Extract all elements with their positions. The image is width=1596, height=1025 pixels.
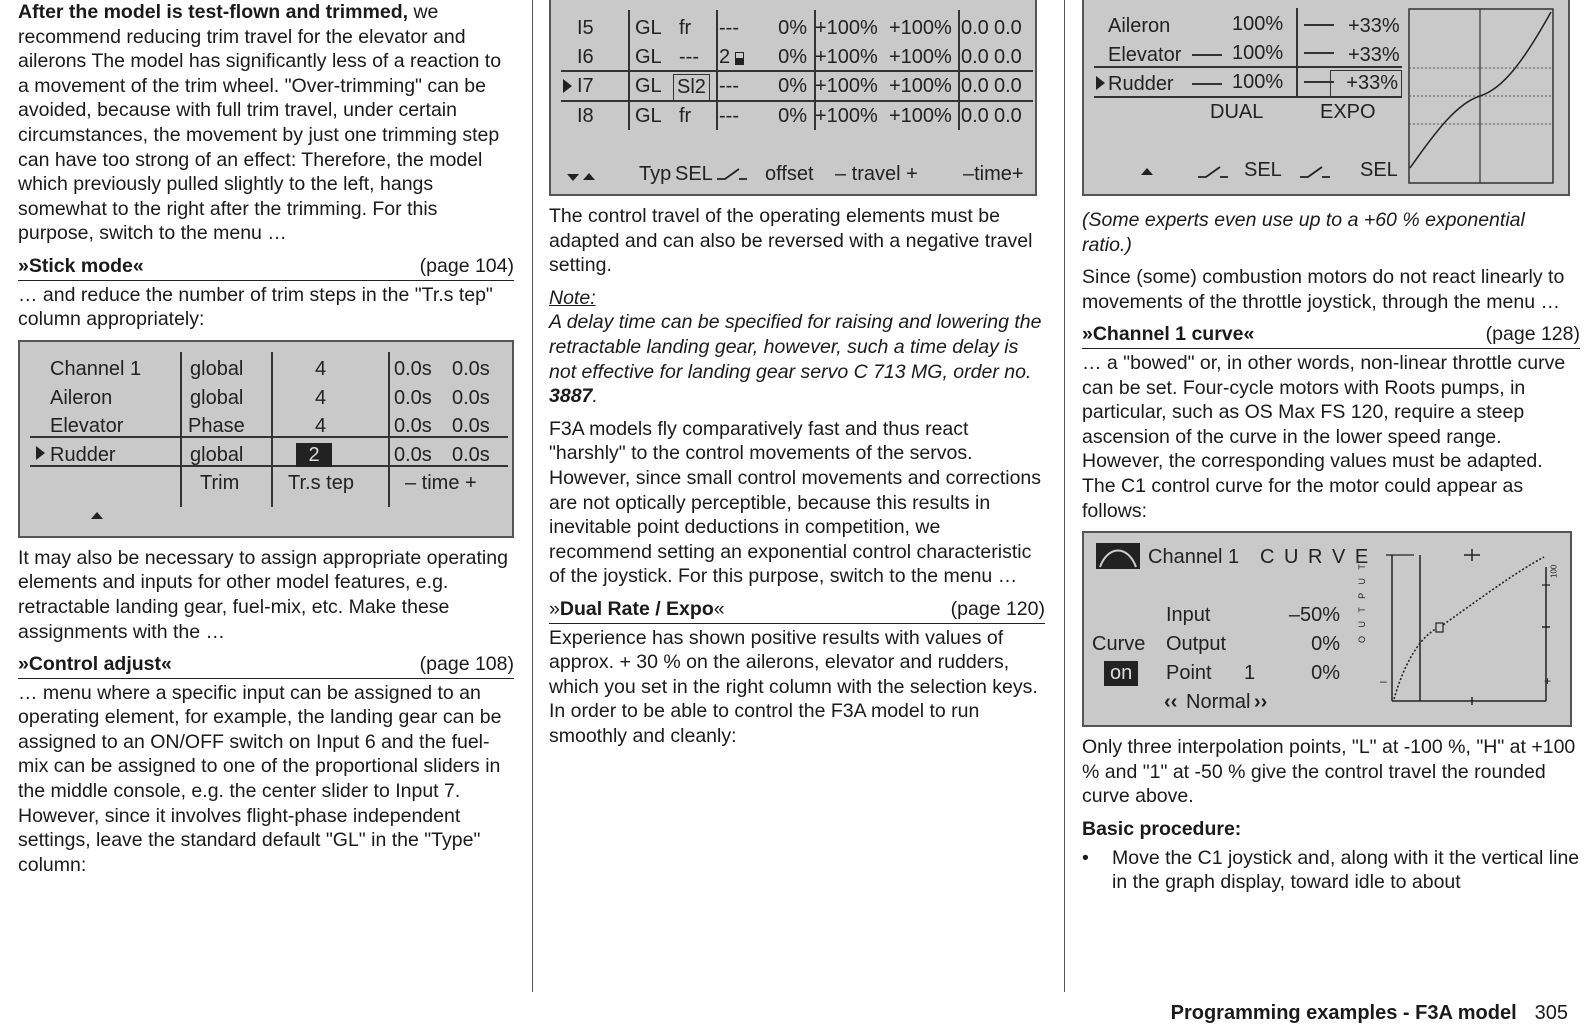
switch-icon[interactable] [1298, 164, 1332, 180]
scale-top-label: 100 [1549, 564, 1559, 579]
note-end: . [592, 385, 598, 408]
ca-footer-sel[interactable]: SEL [675, 163, 713, 185]
ca-cell-ctl: --- [679, 46, 699, 68]
control-adjust-title: »Control adjust« [18, 653, 172, 676]
row-mode: Phase [188, 414, 245, 437]
ca-cell-t2: 0.0 [994, 17, 1022, 39]
chevron-right-icon[interactable]: ›› [1254, 691, 1268, 714]
note-text [549, 310, 1045, 408]
row-time-2: 0.0s [452, 357, 490, 380]
ca-cell-typ: GL [635, 75, 662, 97]
dr-row-expo: +33% [1348, 44, 1400, 66]
paragraph-f3a: F3A models fly comparatively fast and thus react "harshly" to the control movements of the servos. However, since small control movements and corrections are not optically perceptible, because this results in inevitable point deductions in competition, we recommend setting an exponential control characteristic of the joystick. For this purpose, switch to the menu … [549, 417, 1042, 588]
column-label-trs: Tr.s tep [288, 471, 354, 494]
row-time-2: 0.0s [452, 414, 490, 437]
dr-row-name: Aileron [1108, 15, 1171, 37]
paragraph-assign: It may also be necessary to assign appropriate operating elements and inputs for other model features, e.g. retractable landing gear, fuel-mix, etc. Make these assignments with the … [18, 546, 508, 643]
row-steps-selected[interactable]: 2 [296, 443, 332, 468]
dual-rate-title-wrap: »Dual Rate / Expo« [549, 597, 725, 620]
selection-arrow-icon [36, 446, 45, 460]
row-name: Rudder [50, 443, 116, 466]
column-1 [18, 0, 514, 885]
dual-rate-screen [1082, 0, 1570, 196]
ca-cell-off: 0% [778, 17, 807, 39]
curve-mode: Normal [1186, 691, 1251, 714]
output-label: Output [1166, 633, 1227, 656]
row-mode: global [190, 357, 244, 380]
row-time-2: 0.0s [452, 386, 490, 409]
stick-mode-heading [18, 254, 514, 281]
output-value: 0% [1311, 633, 1340, 656]
row-steps: 4 [315, 414, 327, 437]
trim-steps-screen [18, 340, 514, 538]
note-label: Note: [549, 286, 596, 309]
row-time-1: 0.0s [394, 443, 432, 466]
ca-cell-t1: 0.0 [961, 17, 989, 39]
ca-cell-ctl-selected[interactable]: Sl2 [673, 74, 710, 101]
paragraph-trim [18, 0, 514, 246]
stick-mode-title: »Stick mode« [18, 254, 144, 277]
paragraph-trim-steps: … and reduce the number of trim steps in the "Tr.s tep" column appropriately: [18, 283, 493, 331]
ca-footer-offset: offset [765, 163, 814, 185]
row-steps: 4 [315, 386, 327, 409]
column-label-time: – time + [405, 471, 477, 494]
ca-cell-tp: +100% [889, 46, 952, 68]
selection-arrow-icon [1096, 76, 1105, 90]
channel-curve-heading [1082, 322, 1580, 349]
ca-cell-t2: 0.0 [994, 46, 1022, 68]
dr-row-dual: 100% [1232, 42, 1284, 64]
ca-footer-typ: Typ [639, 163, 672, 185]
dr-row-expo: +33% [1348, 15, 1400, 37]
bullet-text: Move the C1 joystick and, along with it the vertical line in the graph display, toward idle to about [1112, 846, 1580, 894]
selection-arrow-icon [563, 79, 572, 93]
ca-cell-sw: --- [719, 17, 739, 39]
dual-rate-heading [549, 597, 1045, 624]
sel-label[interactable]: SEL [1244, 159, 1282, 181]
output-axis-label: O U T P U T [1357, 561, 1367, 644]
switch-state-icon [735, 52, 744, 65]
dr-row-dual: 100% [1232, 71, 1284, 93]
list-item [1082, 846, 1580, 895]
scroll-up-icon[interactable] [91, 512, 103, 519]
curve-on-toggle[interactable]: on [1104, 661, 1138, 686]
channel-curve-screen [1082, 531, 1572, 727]
mark-minus: – [1380, 674, 1387, 689]
control-adjust-page: (page 108) [419, 653, 514, 676]
ca-footer-travel: – travel + [835, 163, 918, 185]
row-name: Elevator [50, 414, 124, 437]
point-number: 1 [1244, 662, 1256, 685]
throttle-curve-graph [1384, 547, 1554, 707]
mark-plus: + [1544, 674, 1552, 689]
bullet-icon: • [1082, 846, 1089, 869]
ca-cell-t1: 0.0 [961, 46, 989, 68]
ca-cell-tp: +100% [889, 75, 952, 97]
note-order-number: 3887 [549, 385, 593, 408]
switch-icon[interactable] [1196, 164, 1230, 180]
sel-label[interactable]: SEL [1360, 159, 1398, 181]
paragraph-experts: (Some experts even use up to a +60 % exponential ratio.) [1082, 209, 1525, 256]
paragraph-trim-text: we recommend reducing trim travel for the elevator and ailerons The model has significantly less of a reaction to a movement of the trim wheel. "Over-trimming" can be avoided, because with full trim travel, under certain circumstances, the movement by just one trimming step can have too strong of an effect: Therefore, the model which previously pulled slightly to the left, hangs somewhat to the right after the trimming. For this purpose, switch to the menu … [18, 1, 502, 245]
ca-footer-time: –time+ [963, 163, 1024, 185]
ca-cell-t1: 0.0 [961, 75, 989, 97]
basic-procedure-heading: Basic procedure: [1082, 817, 1242, 840]
dual-rate-page: (page 120) [950, 597, 1045, 620]
ca-cell-ctl: fr [679, 105, 692, 127]
input-label: Input [1166, 604, 1211, 627]
row-time-2: 0.0s [452, 443, 490, 466]
ca-cell-tp: +100% [889, 105, 952, 127]
ca-cell-sw: --- [719, 105, 739, 127]
ca-cell-typ: GL [635, 46, 662, 68]
column-divider-right [1064, 0, 1065, 992]
paragraph-control-adjust: … menu where a specific input can be assigned to an operating element, for example, the landing gear can be assigned to an ON/OFF switch on Input 6 and the fuel-mix can be assigned to one of the proportional sliders in the middle console, e.g. the center slider to Input 7. However, since it involves flight-phase independent settings, leave the standard default "GL" in the "Type" column: [18, 681, 502, 876]
scroll-up-icon[interactable] [583, 173, 595, 180]
expo-label: EXPO [1320, 101, 1376, 123]
screen-title: Channel 1 [1148, 546, 1240, 569]
control-adjust-heading [18, 652, 514, 679]
column-2 [549, 0, 1045, 756]
paragraph-interpolation: Only three interpolation points, "L" at -100 %, "H" at +100 % and "1" at -50 % give the control travel the rounded curve above. [1082, 736, 1576, 808]
ca-cell-tm: +100% [815, 17, 878, 39]
dr-row-name: Rudder [1108, 73, 1174, 95]
row-steps: 4 [315, 357, 327, 380]
page-number: 305 [1534, 1002, 1568, 1024]
paragraph-bowed: … a "bowed" or, in other words, non-linear throttle curve can be set. Four-cycle motors with Roots pumps, in particular, such as OS Max FS 120, require a steep ascension of the curve in the lower speed range. However, the corresponding values must be adapted. The C1 control curve for the motor could appear as follows: [1082, 351, 1566, 522]
input-value: –50% [1288, 604, 1340, 627]
ca-cell-off: 0% [778, 105, 807, 127]
ca-cell-inp: I5 [577, 17, 594, 39]
ca-cell-ctl: fr [679, 17, 692, 39]
ca-cell-tm: +100% [815, 46, 878, 68]
row-time-1: 0.0s [394, 386, 432, 409]
note-body: A delay time can be specified for raising and lowering the retractable landing gear, however, such a time delay is not effective for landing gear servo C 713 MG, order no. [549, 311, 1042, 383]
paragraph-combustion: Since (some) combustion motors do not react linearly to movements of the throttle joystick, through the menu … [1082, 266, 1565, 313]
row-name: Channel 1 [50, 357, 142, 380]
expo-curve-graph [1408, 8, 1554, 184]
dual-rate-title: Dual Rate / Expo [559, 597, 714, 620]
curve-word: C U R V E [1260, 546, 1371, 569]
dr-row-name: Elevator [1108, 44, 1182, 66]
row-name: Aileron [50, 386, 113, 409]
ca-cell-sw: --- [719, 75, 739, 97]
channel-curve-page: (page 128) [1485, 323, 1580, 346]
ca-cell-sw: 2 [719, 46, 731, 68]
row-mode: global [190, 386, 244, 409]
paragraph-trim-bold: After the model is test-flown and trimmed, [18, 1, 409, 23]
paragraph-experience: Experience has shown positive results with values of approx. + 30 % on the ailerons, elevator and rudders, which you set in the right column with the selection keys. In order to be able to control the F3A model to run smoothly and cleanly: [549, 626, 1038, 747]
ca-cell-tp: +100% [889, 17, 952, 39]
scroll-up-icon[interactable] [1141, 168, 1153, 175]
chevron-left-icon[interactable]: ‹‹ [1164, 691, 1178, 714]
point-label: Point [1166, 662, 1212, 685]
ca-cell-tm: +100% [815, 105, 878, 127]
ca-cell-typ: GL [635, 17, 662, 39]
row-mode: global [190, 443, 244, 466]
curve-icon [1096, 543, 1140, 569]
column-divider-left [532, 0, 533, 992]
row-time-1: 0.0s [394, 357, 432, 380]
footer-title: Programming examples - F3A model [1170, 1002, 1517, 1024]
dr-row-expo-selected[interactable]: +33% [1330, 70, 1402, 97]
dr-row-dual: 100% [1232, 13, 1284, 35]
scroll-down-icon[interactable] [567, 174, 579, 181]
ca-cell-t1: 0.0 [961, 105, 989, 127]
column-label-trim: Trim [200, 471, 240, 494]
ca-cell-off: 0% [778, 46, 807, 68]
ca-cell-inp: I6 [577, 46, 594, 68]
ca-cell-t2: 0.0 [994, 105, 1022, 127]
point-value: 0% [1311, 662, 1340, 685]
ca-cell-typ: GL [635, 105, 662, 127]
ca-cell-inp: I7 [577, 75, 594, 97]
row-time-1: 0.0s [394, 414, 432, 437]
channel-curve-title: »Channel 1 curve« [1082, 323, 1255, 346]
switch-icon[interactable] [715, 166, 749, 182]
ca-cell-off: 0% [778, 75, 807, 97]
stick-mode-page: (page 104) [419, 254, 514, 277]
paragraph-travel: The control travel of the operating elements must be adapted and can also be reversed with a negative travel setting. [549, 205, 1033, 277]
ca-cell-inp: I8 [577, 105, 594, 127]
curve-label: Curve [1092, 633, 1146, 656]
page-footer [1171, 1002, 1568, 1025]
ca-cell-t2: 0.0 [994, 75, 1022, 97]
dual-label: DUAL [1210, 101, 1264, 123]
column-3 [1082, 0, 1580, 895]
ca-cell-tm: +100% [815, 75, 878, 97]
